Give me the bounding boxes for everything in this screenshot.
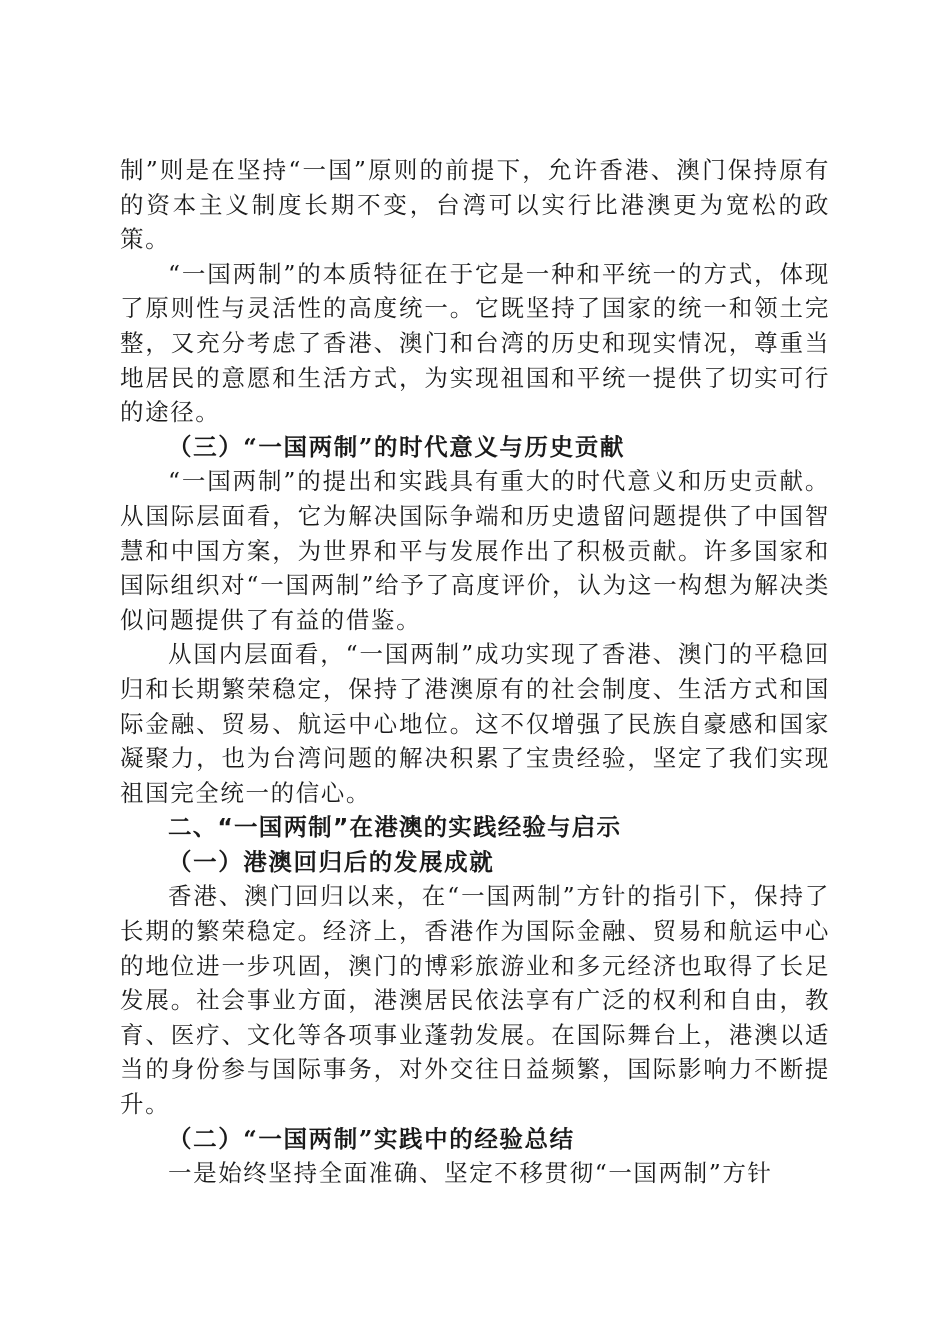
section-heading-3: （三）“一国两制”的时代意义与历史贡献 — [168, 432, 625, 461]
paragraph-essence: “一国两制”的本质特征在于它是一种和平统一的方式，体现了原则性与灵活性的高度统一。它既坚持了国家的统一和领土完整，又充分考虑了香港、澳门和台湾的历史和现实情况，尊重当地居民的意愿和生活方式，为实现祖国和平统一提供了切实可行的途径。 — [120, 259, 830, 427]
paragraph-domestic: 从国内层面看，“一国两制”成功实现了香港、澳门的平稳回归和长期繁荣稳定，保持了港澳原有的社会制度、生活方式和国际金融、贸易、航运中心地位。这不仅增强了民族自豪感和国家凝聚力，也为台湾问题的解决积累了宝贵经验，坚定了我们实现祖国完全统一的信心。 — [120, 640, 830, 807]
paragraph-achievements: 香港、澳门回归以来，在“一国两制”方针的指引下，保持了长期的繁荣稳定。经济上，香港作为国际金融、贸易和航运中心的地位进一步巩固，澳门的博彩旅游业和多元经济也取得了长足发展。社会事业方面，港澳居民依法享有广泛的权利和自由，教育、医疗、文化等各项事业蓬勃发展。在国际舞台上，港澳以适当的身份参与国际事务，对外交往日益频繁，国际影响力不断提升。 — [120, 882, 830, 1119]
section-heading-1: （一）港澳回归后的发展成就 — [168, 847, 495, 876]
paragraph-significance: “一国两制”的提出和实践具有重大的时代意义和历史贡献。从国际层面看，它为解决国际争端和历史遗留问题提供了中国智慧和中国方案，为世界和平与发展作出了积极贡献。许多国家和国际组织对“一国两制”给予了高度评价，认为这一构想为解决类似问题提供了有益的借鉴。 — [120, 467, 830, 634]
document-body — [120, 153, 830, 1191]
chapter-heading-2: 二、“一国两制”在港澳的实践经验与启示 — [168, 813, 622, 842]
paragraph-experience: 一是始终坚持全面准确、坚定不移贯彻“一国两制”方针 — [168, 1159, 773, 1188]
section-heading-2: （二）“一国两制”实践中的经验总结 — [168, 1124, 575, 1153]
paragraph-continuation: 制”则是在坚持“一国”原则的前提下，允许香港、澳门保持原有的资本主义制度长期不变，台湾可以实行比港澳更为宽松的政策。 — [120, 156, 830, 254]
